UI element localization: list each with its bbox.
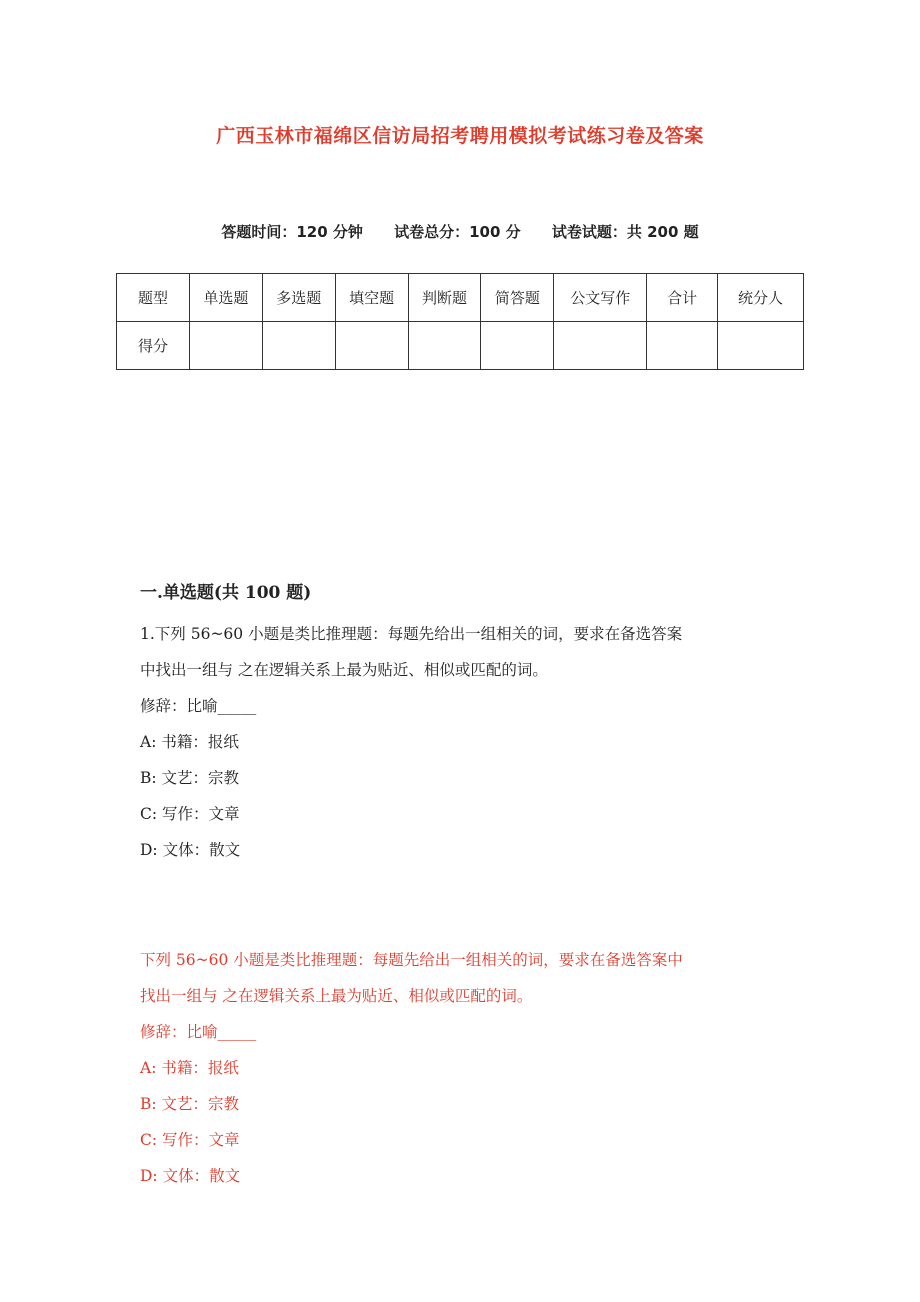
answer-block <box>140 942 780 1194</box>
answer-option-c: C: 写作：文章 <box>140 1131 240 1149</box>
answer-text-line: 下列 56~60 小题是类比推理题：每题先给出一组相关的词，要求在备选答案中 <box>140 951 683 969</box>
score-row-label: 得分 <box>117 322 190 370</box>
score-cell <box>335 322 408 370</box>
answer-text-line: 找出一组与 之在逻辑关系上最为贴近、相似或匹配的词。 <box>140 987 533 1005</box>
score-table <box>116 273 804 370</box>
option-a: A: 书籍：报纸 <box>140 733 239 751</box>
header-cell: 填空题 <box>335 274 408 322</box>
score-cell <box>408 322 481 370</box>
question-text-line: 中找出一组与 之在逻辑关系上最为贴近、相似或匹配的词。 <box>140 661 548 679</box>
exam-total-score: 试卷总分：100 分 <box>394 223 521 241</box>
answer-option-a: A: 书籍：报纸 <box>140 1059 239 1077</box>
score-cell <box>262 322 335 370</box>
score-cell <box>718 322 804 370</box>
header-cell: 公文写作 <box>554 274 647 322</box>
score-cell <box>189 322 262 370</box>
exam-question-count: 试卷试题：共 200 题 <box>551 223 699 241</box>
exam-meta <box>0 221 920 242</box>
option-c: C: 写作：文章 <box>140 805 240 823</box>
answer-stem: 修辞：比喻_____ <box>140 1023 257 1041</box>
header-cell: 题型 <box>117 274 190 322</box>
question-1 <box>140 616 780 868</box>
exam-time: 答题时间：120 分钟 <box>221 223 363 241</box>
header-cell: 简答题 <box>481 274 554 322</box>
score-cell <box>647 322 718 370</box>
score-cell <box>481 322 554 370</box>
header-cell: 判断题 <box>408 274 481 322</box>
score-table-score-row <box>117 322 804 370</box>
option-b: B: 文艺：宗教 <box>140 769 240 787</box>
document-title: 广西玉林市福绵区信访局招考聘用模拟考试练习卷及答案 <box>216 125 704 147</box>
answer-option-d: D: 文体：散文 <box>140 1167 241 1185</box>
question-text-line: 1.下列 56~60 小题是类比推理题：每题先给出一组相关的词，要求在备选答案 <box>140 625 683 643</box>
score-table-header-row <box>117 274 804 322</box>
header-cell: 统分人 <box>718 274 804 322</box>
header-cell: 单选题 <box>189 274 262 322</box>
option-d: D: 文体：散文 <box>140 841 241 859</box>
header-cell: 多选题 <box>262 274 335 322</box>
answer-option-b: B: 文艺：宗教 <box>140 1095 240 1113</box>
question-stem: 修辞：比喻_____ <box>140 697 257 715</box>
header-cell: 合计 <box>647 274 718 322</box>
section-title: 一.单选题(共 100 题) <box>140 583 312 603</box>
score-cell <box>554 322 647 370</box>
